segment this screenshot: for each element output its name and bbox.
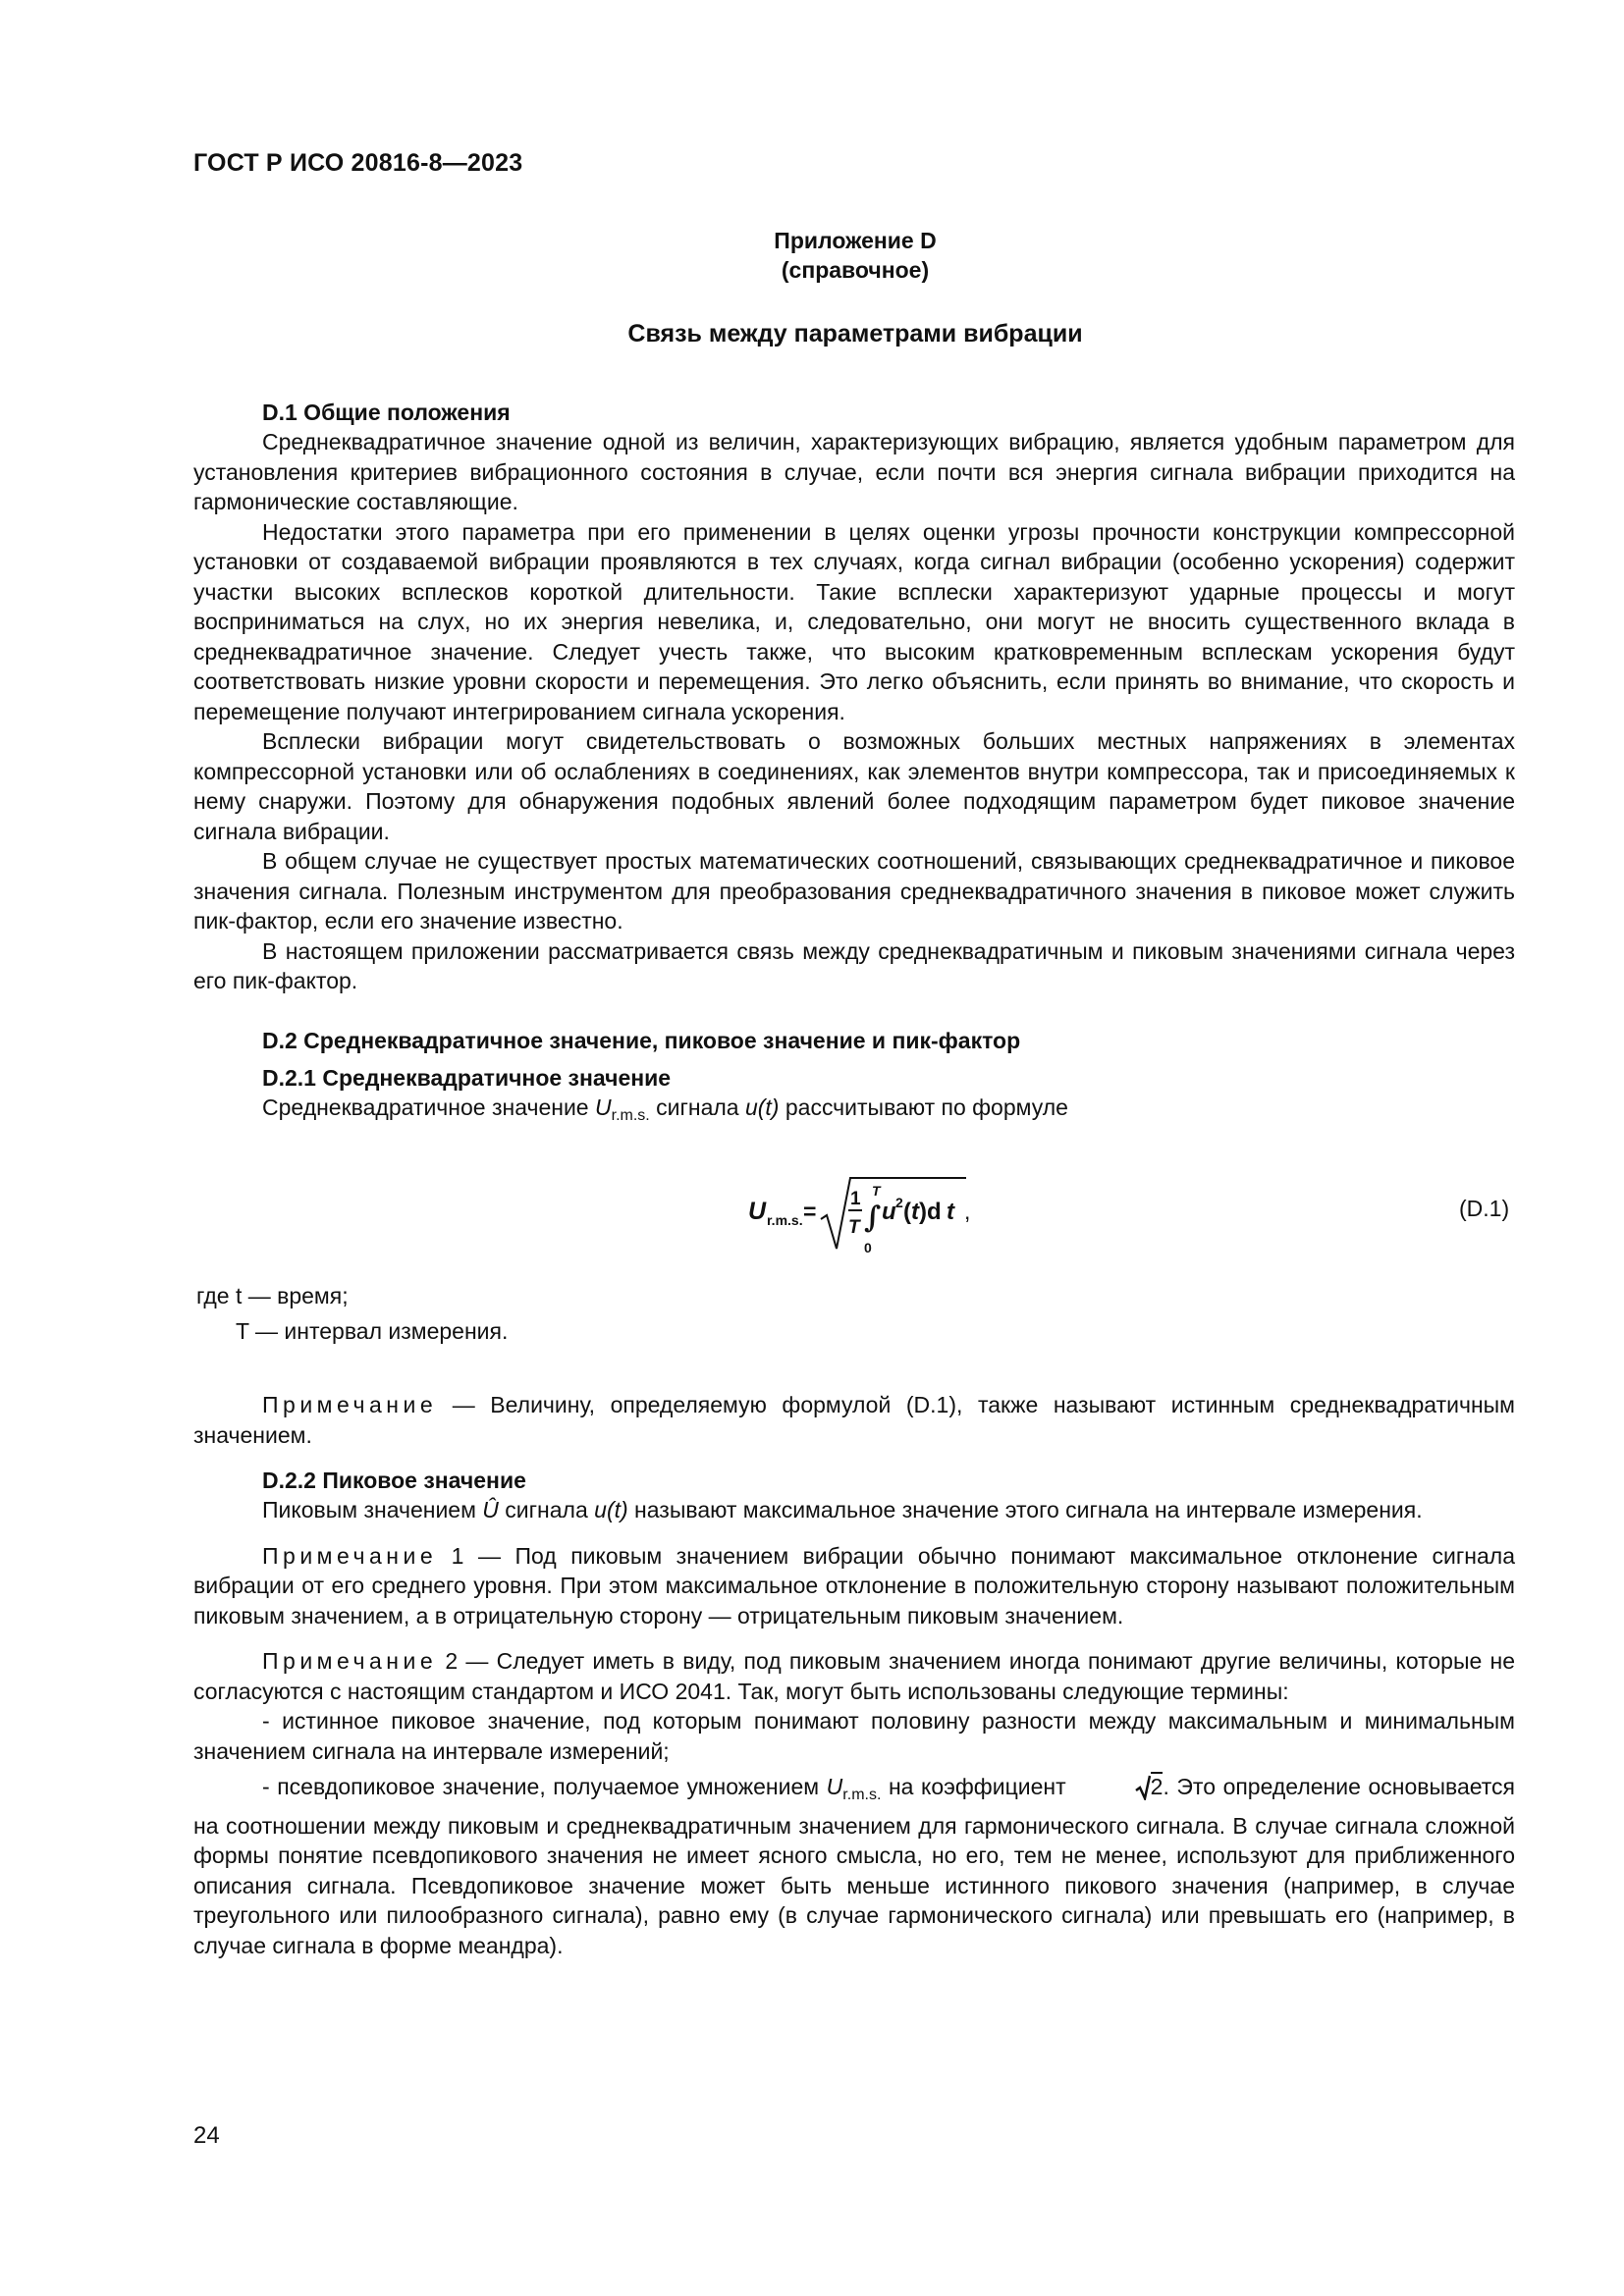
legend-T: T — интервал измерения. <box>236 1318 509 1344</box>
svg-text:)d: )d <box>919 1199 942 1225</box>
svg-text:T: T <box>872 1183 881 1199</box>
section-d1-heading: D.1 Общие положения <box>262 400 511 425</box>
d1-paragraph-1: Среднеквадратичное значение одной из величин, характеризующих вибрацию, является удобным параметром для установления критериев вибрационного состояния в случае, если почти вся энергия сигнала вибрации приходится на гармонические составляющие. <box>193 429 1515 514</box>
svg-text:=: = <box>803 1199 817 1224</box>
section-d1 <box>193 398 1515 996</box>
svg-text:t: t <box>947 1199 954 1225</box>
appendix-title: Приложение D <box>774 228 937 253</box>
svg-text:1: 1 <box>850 1189 861 1209</box>
legend-t: где t — время; <box>196 1283 349 1308</box>
svg-text:(: ( <box>903 1199 911 1225</box>
d1-paragraph-2: Недостатки этого параметра при его применении в целях оценки угрозы прочности конструкции компрессорной установки от создаваемой вибрации проявляются в тех случаях, когда сигнал вибрации (особенно ускорения) содержит участки высоких всплесков короткой длительности. Такие всплески характеризуют ударные процессы и могут восприниматься на слух, но их энергия невелика, и, следовательно, они могут не вносить существенного вклада в среднеквадратичное значение. Следует учесть также, что высоким кратковременным всплескам ускорения будут соответствовать низкие уровни скорости и перемещения. Это легко объяснить, если принять во внимание, что скорость и перемещение получают интегрированием сигнала ускорения. <box>193 518 1515 724</box>
formula-d1 <box>0 1158 1624 1266</box>
formula-number: (D.1) <box>1459 1196 1510 1221</box>
svg-text:U: U <box>748 1198 767 1225</box>
section-d2-continued <box>193 1390 1515 1960</box>
svg-text:r.m.s.: r.m.s. <box>767 1212 803 1228</box>
formula-legend <box>196 1278 508 1349</box>
svg-text:T: T <box>848 1217 860 1238</box>
svg-text:u: u <box>882 1199 896 1225</box>
note-label: Примечание <box>262 1392 438 1417</box>
d1-paragraph-3: Всплески вибрации могут свидетельствовать о возможных больших местных напряжениях в элементах компрессорной установки или об ослаблениях в соединениях, как элементов внутри компрессора, так и присоединяемых к нему снаружи. Поэтому для обнаружения подобных явлений более подходящим параметром будет пиковое значение сигнала вибрации. <box>193 728 1515 844</box>
appendix-heading: Связь между параметрами вибрации <box>627 320 1083 347</box>
page-number: 24 <box>193 2122 220 2149</box>
d1-paragraph-5: В настоящем приложении рассматривается связь между среднеквадратичным и пиковым значениями сигнала через его пик-фактор. <box>193 937 1515 993</box>
svg-text:∫: ∫ <box>864 1201 882 1235</box>
note-2-bullet-2: - псевдопиковое значение, получаемое умножением $U_{r.m.s.}$ на коэффициент 2. Это определение основывается на соотношении между пиковым и среднеквадратичным значением для гармонического сигнала. В случае сигнала сложной формы понятие псевдопикового значения не имеет ясного смысла, но его, тем не менее, используют для приближенного описания сигнала. Псевдопиковое значение может быть меньше истинного пикового значения (например, в случае треугольного или пилообразного сигнала), равно ему (в случае гармонического сигнала) или превышать его (например, в случае сигнала в форме меандра). <box>193 1774 1516 1958</box>
d21-text: Среднеквадратичное значение $U_{r.m.s.}$ сигнала u(t) рассчитывают по формуле <box>262 1095 1068 1124</box>
section-d22-heading: D.2.2 Пиковое значение <box>262 1468 526 1493</box>
svg-text:,: , <box>964 1199 971 1224</box>
section-d21-heading: D.2.1 Среднеквадратичное значение <box>262 1065 672 1091</box>
note-d21: Примечание — Величину, определяемую формулой (D.1), также называют истинным среднеквадратичным значением. <box>193 1392 1515 1448</box>
sqrt-symbol: 2 <box>1066 1772 1164 1802</box>
d1-paragraph-4: В общем случае не существует простых математических соотношений, связывающих среднеквадратичное и пиковое значения сигнала. Полезным инструментом для преобразования среднеквадратичного значения в пиковое может служить пик-фактор, если его значение известно. <box>193 848 1515 934</box>
svg-text:t: t <box>911 1199 919 1225</box>
note-2-bullet-1: - истинное пиковое значение, под которым понимают половину разности между максимальным и минимальным значением сигнала на интервале измерений; <box>193 1708 1515 1764</box>
note-1: Примечание 1 — Под пиковым значением вибрации обычно понимают максимальное отклонение сигнала вибрации от его среднего уровня. При этом максимальное отклонение в положительную сторону называют положительным пиковым значением, а в отрицательную сторону — отрицательным пиковым значением. <box>193 1542 1515 1629</box>
svg-text:0: 0 <box>864 1240 872 1255</box>
standard-header: ГОСТ Р ИСО 20816-8—2023 <box>193 149 523 177</box>
note-2: Примечание 2 — Следует иметь в виду, под пиковым значением иногда понимают другие величины, которые не согласуются с настоящим стандартом и ИСО 2041. Так, могут быть использованы следующие термины: <box>193 1648 1515 1704</box>
svg-text:2: 2 <box>895 1195 903 1210</box>
section-d2-heading: D.2 Среднеквадратичное значение, пиковое значение и пик-фактор <box>262 1028 1021 1053</box>
section-d2 <box>193 1026 1515 1132</box>
d22-text: Пиковым значением Û сигнала u(t) называют максимальное значение этого сигнала на интервале измерения. <box>262 1497 1423 1522</box>
appendix-kind: (справочное) <box>781 257 930 283</box>
